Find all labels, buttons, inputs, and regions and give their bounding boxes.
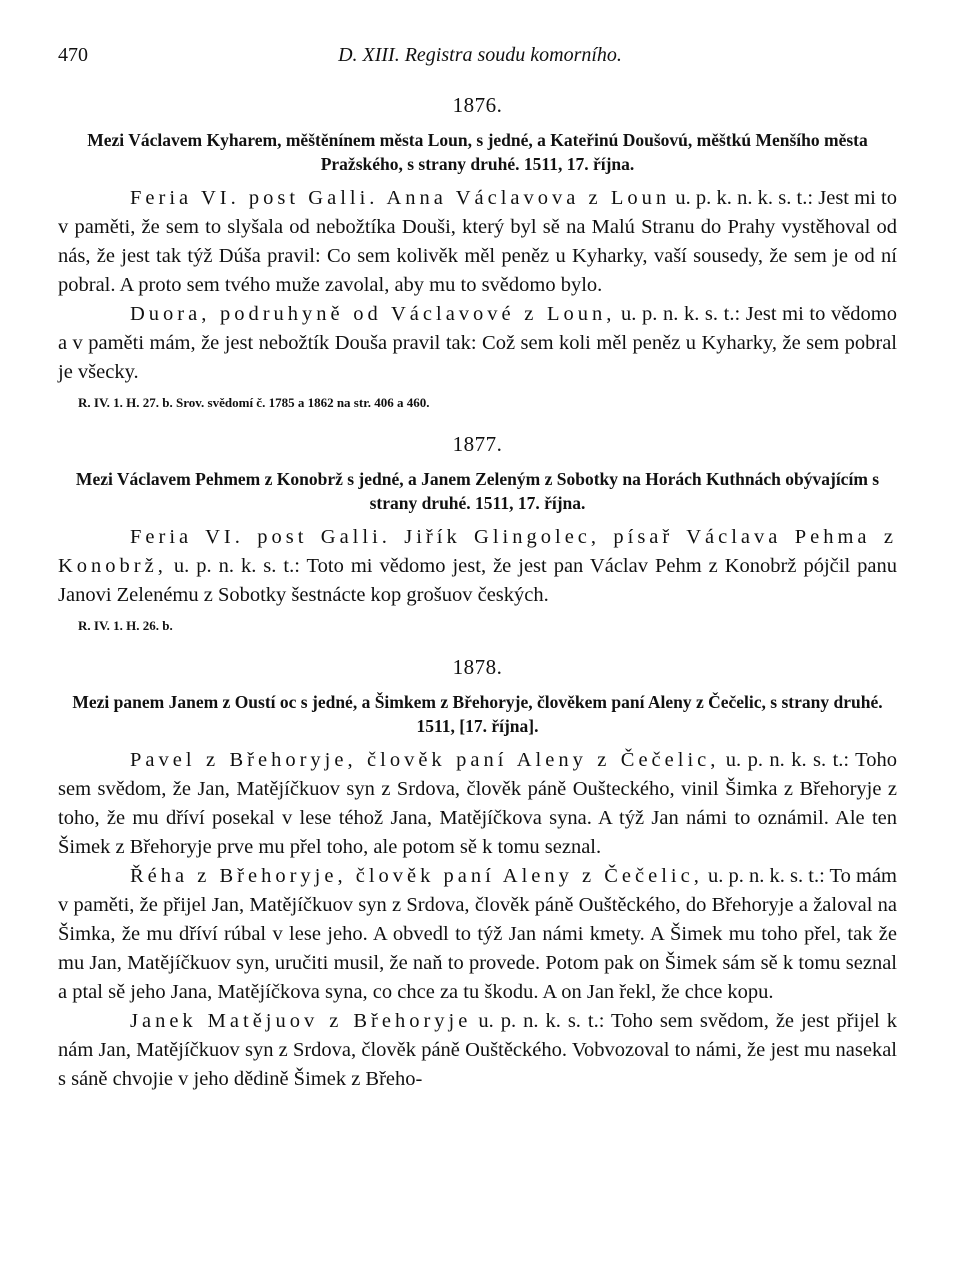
entry-1878 bbox=[58, 654, 897, 1094]
testimony-paragraph bbox=[58, 746, 897, 862]
entry-number: 1876. bbox=[452, 93, 503, 117]
witness-heading: Janek Matějuov z Břehoryje bbox=[130, 1010, 472, 1032]
source-reference: R. IV. 1. H. 27. b. Srov. svědomí č. 1785 a 1862 na str. 406 a 460. bbox=[78, 395, 430, 410]
testimony-paragraph bbox=[58, 862, 897, 1007]
testimony-text: u. p. n. k. s. t.: Jest mi to vědomo a v paměti mám, že jest nebožtík Douša pravil tak: Což sem koli měl peněz u Kyharky, že sem pobral je všecky. bbox=[58, 303, 898, 383]
entry-1876 bbox=[58, 92, 897, 413]
entry-number: 1878. bbox=[452, 655, 503, 679]
testimony-text: u. p. n. k. s. t.: Toho sem svědom, že jest přijel k nám Jan, Matějíčkuov syn z Srdova, člověk páně Ouštěckého. Vobvozoval to námi, že jest mu nasekal s sáně chvojie v jeho dědině Šimek z Břeho- bbox=[58, 1010, 897, 1090]
page-content bbox=[58, 92, 897, 1094]
testimony-paragraph bbox=[58, 1007, 897, 1094]
testimony-text: u. p. n. k. s. t.: Toto mi vědomo jest, že jest pan Václav Pehm z Konobrž pójčil panu Janovi Zelenému z Sobotky šestnácte kop grošuov českých. bbox=[58, 555, 897, 606]
page-header bbox=[58, 44, 902, 76]
testimony-text: u. p. k. n. k. s. t.: Jest mi to v paměti, že sem to slyšala od nebožtíka Douši, který byl sě na Malú Stranu do Prahy vystěhoval od nás, že jest tak týž Dúša pravil: Co sem kolivěk měl peněz u Kyharky, vaší sousedy, že sem je od ní pobral. A proto sem tvého muže zavolal, aby mu to svědomo bylo. bbox=[58, 187, 897, 296]
testimony-paragraph bbox=[58, 184, 897, 300]
witness-heading: Feria VI. post Galli. Jiřík Glingolec, písař Václava Pehma z Konobrž, bbox=[58, 526, 897, 577]
witness-heading: Řéha z Břehoryje, člověk paní Aleny z Čečelic, bbox=[130, 865, 703, 887]
entry-summary: Mezi Václavem Pehmem z Konobrž s jedné, a Janem Zeleným z Sobotky na Horách Kuthnách obývajícím s strany druhé. 1511, 17. října. bbox=[75, 469, 880, 513]
witness-heading: Feria VI. post Galli. Anna Václavova z Loun bbox=[130, 187, 671, 209]
source-reference: R. IV. 1. H. 26. b. bbox=[78, 618, 173, 633]
witness-heading: Pavel z Břehoryje, člověk paní Aleny z Čečelic, bbox=[130, 749, 720, 771]
testimony-text: u. p. n. k. s. t.: Toho sem svědom, že Jan, Matějíčkuov syn z Srdova, člověk páně Oušteckého, vinil Šimka z Břehoryje z toho, že mu dříví posekal v lese téhož Jana, Matějíčkova syna. A týž Jan námi to oznámil. Ale ten Šimek z Břehoryje prve mu přel toho, ale potom sě k tomu seznal. bbox=[58, 749, 898, 858]
page-number: 470 bbox=[58, 44, 88, 66]
testimony-paragraph bbox=[58, 300, 897, 387]
running-title: D. XIII. Registra soudu komorního. bbox=[338, 44, 622, 66]
witness-heading: Duora, podruhyně od Václavové z Loun, bbox=[130, 303, 616, 325]
entry-summary: Mezi panem Janem z Oustí oc s jedné, a Šimkem z Břehoryje, člověkem paní Aleny z Čečelic, s strany druhé. 1511, [17. října]. bbox=[72, 692, 883, 736]
entry-1877 bbox=[58, 431, 897, 636]
entry-number: 1877. bbox=[452, 432, 503, 456]
testimony-paragraph bbox=[58, 523, 897, 610]
entry-summary: Mezi Václavem Kyharem, měštěnínem města Loun, s jedné, a Kateřinú Doušovú, měštkú Menšího města Pražského, s strany druhé. 1511, 17. října. bbox=[87, 130, 868, 174]
testimony-text: u. p. n. k. s. t.: To mám v paměti, že přijel Jan, Matějíčkuov syn z Srdova, člověk páně Ouštěckého, do Břehoryje a žaloval na Šimka, že mu dříví rúbal v lese jeho. A obvedl to týž Jan námi kmety. A Šimek mu toho přel, tak že mu Jan, Matějíčkuov syn, uručiti musil, že naň to provede. Potom pak on Šimek sám sě k tomu seznal a ptal sě jeho Jana, Matějíčkova syna, co chce za tu škodu. A on Jan řekl, že chce kopu. bbox=[58, 865, 897, 1003]
